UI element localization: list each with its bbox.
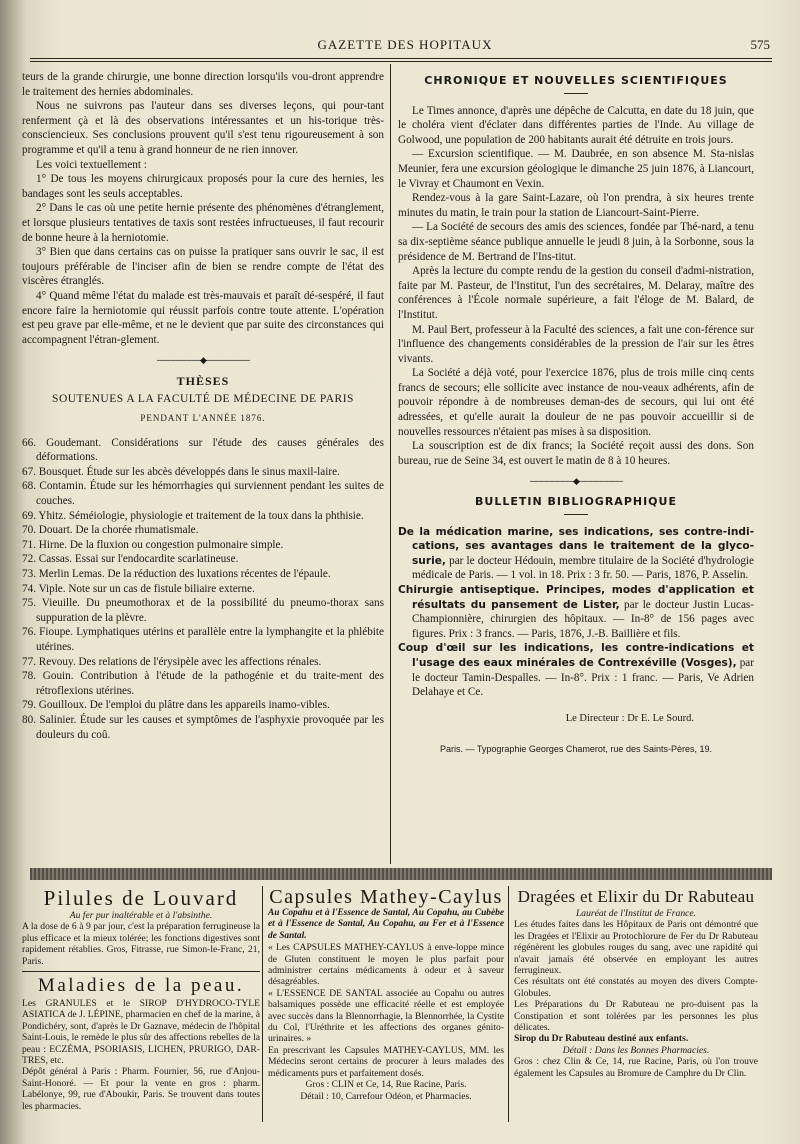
conclusion-item: 2° Dans le cas où une petite hernie présente des phénomènes d'étranglement, et lorsque plusieurs tentatives de taxis sont restées infructueuses, il faut recourir de bonne heure à la herniotomie. xyxy=(22,202,384,244)
ad-title: Maladies de la peau. xyxy=(37,975,245,997)
bibliography-entry xyxy=(398,641,754,699)
ornament-separator: ────────◆──────── xyxy=(157,355,249,366)
paragraph: Les voici textuellement : xyxy=(36,158,147,171)
ad-body: « L'ESSENCE DE SANTAL associée au Copahu ou autres balsamiques possède une efficacité réelle et est employée avec succès dans la Blennorrhagie, la Blennorrhée, la Cystite du Col, l'Uréthrite et les affections des organes génito-urinaires. » xyxy=(268,987,504,1045)
bibliography-entry xyxy=(398,583,754,641)
thesis-item: 72. Cassas. Essai sur l'endocardite scarlatineuse. xyxy=(22,553,239,566)
thesis-item: 68. Contamin. Étude sur les hémorrhagies qui surviennent pendant les suites de couches. xyxy=(22,480,384,508)
thesis-item: 66. Goudemant. Considérations sur l'étude des causes générales des déformations. xyxy=(22,436,384,464)
journal-title: GAZETTE DES HOPITAUX xyxy=(317,37,493,52)
ad-divider xyxy=(22,971,260,972)
thesis-item: 73. Merlin Lemas. De la réduction des luxations récentes de l'épaule. xyxy=(22,568,331,580)
conclusion-item: 1° De tous les moyens chirurgicaux proposés pour la cure des hernies, les bandages sont les seuls acceptables. xyxy=(22,173,384,200)
thesis-item: 79. Gouilloux. De l'emploi du plâtre dans les appareils inamo-vibles. xyxy=(22,699,330,712)
ad-capsules-mathey-caylus xyxy=(268,886,504,1102)
ad-body: En prescrivant les Capsules MATHEY-CAYLUS, MM. les Médecins seront certains de procurer à leurs malades des médicaments purs et parfaitement dosés. xyxy=(268,1044,504,1079)
ad-address: Détail : 10, Carrefour Odéon, et Pharmacies. xyxy=(300,1090,472,1102)
chronique-title: CHRONIQUE ET NOUVELLES SCIENTIFIQUES xyxy=(424,74,728,87)
theses-list xyxy=(22,436,384,742)
theses-year: PENDANT L'ANNÉE 1876. xyxy=(140,413,266,424)
thesis-item: 70. Douart. De la chorée rhumatismale. xyxy=(22,524,199,537)
bib-details: par le docteur Justin Lucas-Championnière, chirurgien des hôpitaux. — In-8° de 156 pages avec figures. Prix : 3 francs. — Paris, 1876, J.-B. Baillière et fils. xyxy=(412,598,754,640)
ad-body: Les études faites dans les Hôpitaux de Paris ont démontré que les Dragées et l'Elixir au Protochlorure de Fer du Dr Rabuteau régénèrent les globules rouges du sang, avec une rapidité qui n'avait jamais été observée en employant les autres ferrugineux. xyxy=(514,919,758,977)
ad-subtitle: Lauréat de l'Institut de France. xyxy=(575,908,697,919)
printer-line: Paris. — Typographie Georges Chamerot, rue des Saints-Pères, 19. xyxy=(440,744,712,755)
ad-body: Détail : Dans les Bonnes Pharmacies. xyxy=(562,1044,710,1056)
ad-body: « Les CAPSULES MATHEY-CAYLUS à enve-loppe mince de Gluten constituent le moyen le plus parfait pour administrer certains médicaments à odeur et à saveur désagréables. xyxy=(268,942,504,988)
page-number: 575 xyxy=(750,37,770,52)
right-column xyxy=(398,72,754,757)
title-rule xyxy=(564,93,588,94)
ornament-separator: ────────◆──────── xyxy=(530,476,622,487)
paragraph: — La Société de secours des amis des sciences, fondée par Thé-nard, a tenu sa dix-septième séance publique annuelle le jeudi 8 juin, à la Sorbonne, sous la présidence de M. Bertrand de l'Ins-titut. xyxy=(398,221,754,263)
bib-title: Chirurgie antiseptique. Principes, modes d'application et résultats du pansement de Lister, xyxy=(398,584,754,611)
paragraph: Rendez-vous à la gare Saint-Lazare, où l'on prendra, à six heures trente minutes du matin, le train pour la station de Liancourt-Saint-Pierre. xyxy=(398,192,754,219)
ad-body: Gros : chez Clin & Ce, 14, rue Racine, Paris, où l'on trouve également les Capsules au Bromure de Camphre du Dr Clin. xyxy=(514,1056,758,1079)
conclusion-item: 3° Bien que dans certains cas on puisse la pratiquer sans ouvrir le sac, il est toujours préférable de l'inciser afin de bien se rendre compte de l'état des viscères étranglés. xyxy=(22,246,384,288)
ad-divider-vertical xyxy=(508,886,509,1122)
advertisement-band xyxy=(30,868,772,880)
ad-title: Capsules Mathey-Caylus xyxy=(269,886,503,908)
ad-depot: Dépôt général à Paris : Pharm. Fournier, 56, rue d'Anjou-Saint-Honoré. — Et pour la vente en gros : pharm. Labélonye, 99, rue d'Aboukir, Paris. Se trouvent dans toutes les pharmacies. xyxy=(22,1066,260,1112)
ad-body: Les GRANULES et le SIROP D'HYDROCO-TYLE ASIATICA de J. LÉPINE, pharmacien en chef de la marine, à Pondichéry, sont, d'après le Dr Gaznave, médecin de l'hôpital Saint-Louis, le remède le plus sûr des affections rebelles de la peau : ECZÉMA, PSORIASIS, LICHEN, PRURIGO, DAR-TRES, etc. xyxy=(22,998,260,1067)
header-rule-2 xyxy=(30,61,772,62)
bulletin-title: BULLETIN BIBLIOGRAPHIQUE xyxy=(475,495,677,509)
ad-title: Dragées et Elixir du Dr Rabuteau xyxy=(517,887,755,906)
ad-subtitle: Au Copahu et à l'Essence de Santal, Au Copahu, au Cubèbe et à l'Essence de Santal, Au Copahu, au Fer et à l'Essence de Santal. xyxy=(268,908,504,941)
ad-body: Sirop du Dr Rabuteau destiné aux enfants. xyxy=(514,1033,689,1045)
ad-body: A la dose de 6 à 9 par jour, c'est la préparation ferrugineuse la plus efficace et la mieux tolérée; les fonctions digestives sont rapidement rétablies. Gros, Fitrasse, rue Simon-le-Franc, 21, Paris. xyxy=(22,921,260,967)
paragraph: teurs de la grande chirurgie, une bonne direction lorsqu'ils vou-dront apprendre le traitement des hernies abdominales. xyxy=(22,71,384,98)
column-divider xyxy=(390,64,391,864)
ad-divider-vertical xyxy=(262,886,263,1122)
thesis-item: 76. Fioupe. Lymphatiques utérins et parallèle entre la lymphangite et la phlébite utérines. xyxy=(22,626,384,653)
thesis-item: 77. Revouy. Des relations de l'érysipèle avec les affections rénales. xyxy=(22,655,322,668)
bib-title: Coup d'œil sur les indications, les contre-indications et l'usage des eaux minérales de Contrexéville (Vosges), xyxy=(398,642,754,669)
thesis-item: 75. Vieuille. Du pneumothorax et de la possibilité du pneumo-thorax sans suppuration de la plèvre. xyxy=(22,597,384,624)
paragraph: La Société a déjà voté, pour l'exercice 1876, plus de trois mille cinq cents francs de secours; elle sollicite avec instance de nou-veaux adhérents, afin de pouvoir répondre à de nombreuses deman-des de secours, qui lui ont été adressées, et qu'elle aurait la douleur de ne pas pouvoir accueillir si de nouvelles ressources n'étaient pas mises à sa disposition. xyxy=(398,367,754,438)
ad-title: Pilules de Louvard xyxy=(43,886,239,910)
thesis-item: 74. Viple. Note sur un cas de fistule biliaire externe. xyxy=(22,582,255,595)
director-line: Le Directeur : Dr E. Le Sourd. xyxy=(565,712,694,724)
paragraph: M. Paul Bert, professeur à la Faculté des sciences, a fait une con-férence sur l'influence des changements considérables de la pression de l'air sur les êtres vivants. xyxy=(398,323,754,365)
thesis-item: 78. Gouin. Contribution à l'étude de la pathogénie et du traite-ment des rétroflexions utérines. xyxy=(22,670,384,697)
theses-subtitle: SOUTENUES A LA FACULTÉ DE MÉDECINE DE PARIS xyxy=(52,393,354,406)
conclusion-item: 4° Quand même l'état du malade est très-mauvais et paraît dé-sespéré, il faut encore faire la herniotomie qui réussit parfois contre toute attente. L'opération est peu grave par elle-même, et ne le devient que par suite des circonstances qui accompagnent l'étran-glement. xyxy=(22,289,384,346)
paragraph: La souscription est de dix francs; la Société reçoit aussi des dons. Son bureau, rue de Seine 34, est ouvert le matin de 8 à 10 heures. xyxy=(398,440,754,467)
paragraph: Nous ne suivrons pas l'auteur dans ses diverses leçons, qui pour-tant renferment çà et là des observations intéressantes et un his-torique très-consciencieux. Ses conclusions prouvent qu'il s'est tenu rigoureusement à son programme et qu'il a tenu à grand honneur de ne rien innover. xyxy=(22,100,384,156)
left-column xyxy=(22,70,384,742)
theses-title: THÈSES xyxy=(176,373,230,388)
page-header xyxy=(40,34,770,56)
bib-title: De la médication marine, ses indications, ses contre-indi-cations, ses avantages dans le traitement de la glyco-surie, xyxy=(398,525,754,567)
ad-subtitle: Au fer pur inaltérable et à l'absinthe. xyxy=(69,910,213,921)
header-rule xyxy=(30,58,772,59)
paragraph: Le Times annonce, d'après une dépêche de Calcutta, en date du 18 juin, que le choléra vient d'éclater dans différentes parties de l'Inde. Au village de Golwood, une population de 200 habitants aurait été détruite en trois jours. xyxy=(398,104,754,146)
bibliography-entry xyxy=(398,525,754,583)
thesis-item: 69. Yhitz. Séméiologie, physiologie et traitement de la toux dans la phthisie. xyxy=(22,509,364,522)
thesis-item: 80. Salinier. Étude sur les causes et symptômes de l'asphyxie provoquée par les douleurs du coû. xyxy=(22,713,384,741)
ad-body: Les Préparations du Dr Rabuteau ne pro-duisent pas la Constipation et sont tolérées par les personnes les plus délicates. xyxy=(514,999,758,1034)
bib-details: par le docteur Tamin-Despalles. — In-8°. Prix : 1 franc. — Paris, Ve Adrien Delahaye et Ce. xyxy=(412,656,754,699)
ad-dragees-rabuteau xyxy=(514,886,758,1079)
thesis-item: 71. Hirne. De la fluxion ou congestion pulmonaire simple. xyxy=(22,538,284,551)
paragraph: — Excursion scientifique. — M. Daubrée, en son absence M. Sta-nislas Meunier, fera une excursion géologique le dimanche 25 juin 1876, à Liancourt, le Vivray et Chaumont en Vexin. xyxy=(398,148,754,190)
paragraph: Après la lecture du compte rendu de la gestion du conseil d'admi-nistration, faite par M. Pasteur, de l'Institut, l'un des secrétaires, M. Delaray, maître des conférences à l'École normale supérieure, a fait l'éloge de M. Balard, de l'Institut. xyxy=(398,265,754,321)
ad-pilules-louvard xyxy=(22,886,260,1112)
ad-body: Ces résultats ont été constatés au moyen des divers Compte-Globules. xyxy=(514,976,758,999)
thesis-item: 67. Bousquet. Étude sur les abcès développés dans le sinus maxil-laire. xyxy=(22,465,340,478)
ad-address: Gros : CLIN et Ce, 14, Rue Racine, Paris. xyxy=(305,1079,467,1091)
bib-details: par le docteur Hédouin, membre titulaire de la Société d'hydrologie médicale de Paris. — 1 vol. in 18. Prix : 3 fr. 50. — Paris, 1876, P. Asselin. xyxy=(412,554,754,582)
title-rule xyxy=(564,514,588,515)
